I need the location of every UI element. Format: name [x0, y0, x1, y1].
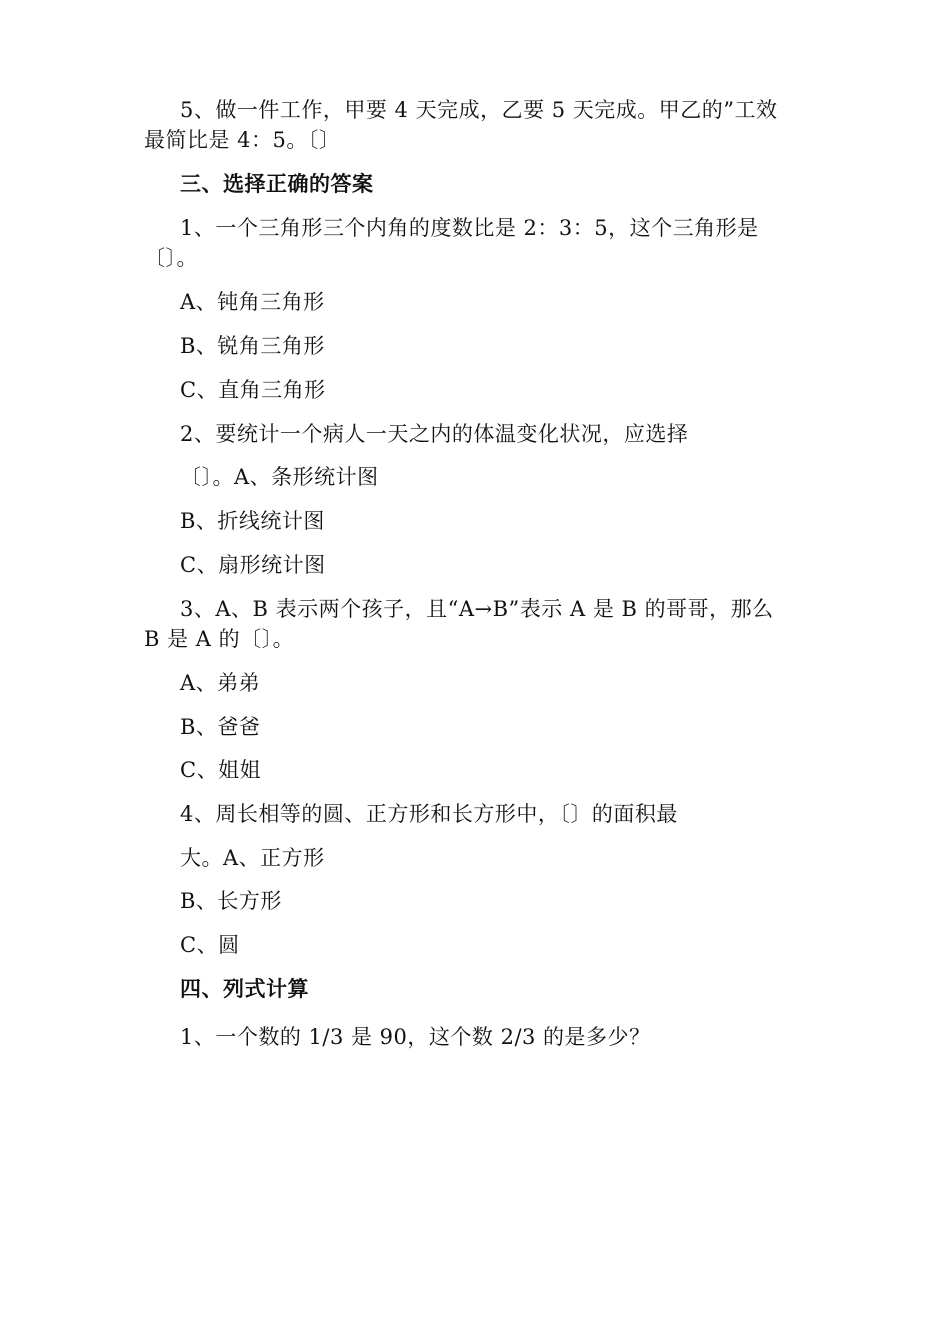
section-4-heading: 四、列式计算: [180, 977, 309, 1001]
choice-q3-line-2: B 是 A 的〔〕。: [144, 627, 295, 651]
choice-q1-option-b: B、锐角三角形: [180, 334, 325, 358]
choice-q3-line-1: 3、A、B 表示两个孩子，且“A→B”表示 A 是 B 的哥哥，那么: [180, 597, 774, 621]
question-5-line-1: 5、做一件工作，甲要 4 天完成，乙要 5 天完成。甲乙的”工效: [180, 98, 778, 122]
choice-q1-line-1: 1、一个三角形三个内角的度数比是 2：3：5，这个三角形是: [180, 216, 759, 240]
choice-q3-option-b: B、爸爸: [180, 715, 261, 739]
choice-q4-line-2: 大。A、正方形: [180, 846, 325, 870]
choice-q4-option-b: B、长方形: [180, 889, 282, 913]
choice-q4-line-1: 4、周长相等的圆、正方形和长方形中，〔〕的面积最: [180, 802, 678, 826]
calc-q1-line: 1、一个数的 1/3 是 90，这个数 2/3 的是多少？: [180, 1025, 651, 1049]
choice-q3-option-a: A、弟弟: [180, 671, 261, 695]
question-5-line-2: 最简比是 4：5。〔〕: [144, 128, 341, 152]
choice-q1-option-c: C、直角三角形: [180, 378, 326, 402]
choice-q2-option-b: B、折线统计图: [180, 509, 325, 533]
choice-q4-option-c: C、圆: [180, 933, 240, 957]
choice-q3-option-c: C、姐姐: [180, 758, 262, 782]
section-3-heading: 三、选择正确的答案: [180, 172, 374, 196]
choice-q2-line-2: 〔〕。A、条形统计图: [180, 465, 379, 489]
choice-q1-line-2: 〔〕。: [144, 246, 198, 270]
choice-q2-line-1: 2、要统计一个病人一天之内的体温变化状况，应选择: [180, 422, 689, 446]
choice-q2-option-c: C、扇形统计图: [180, 553, 326, 577]
choice-q1-option-a: A、钝角三角形: [180, 290, 325, 314]
